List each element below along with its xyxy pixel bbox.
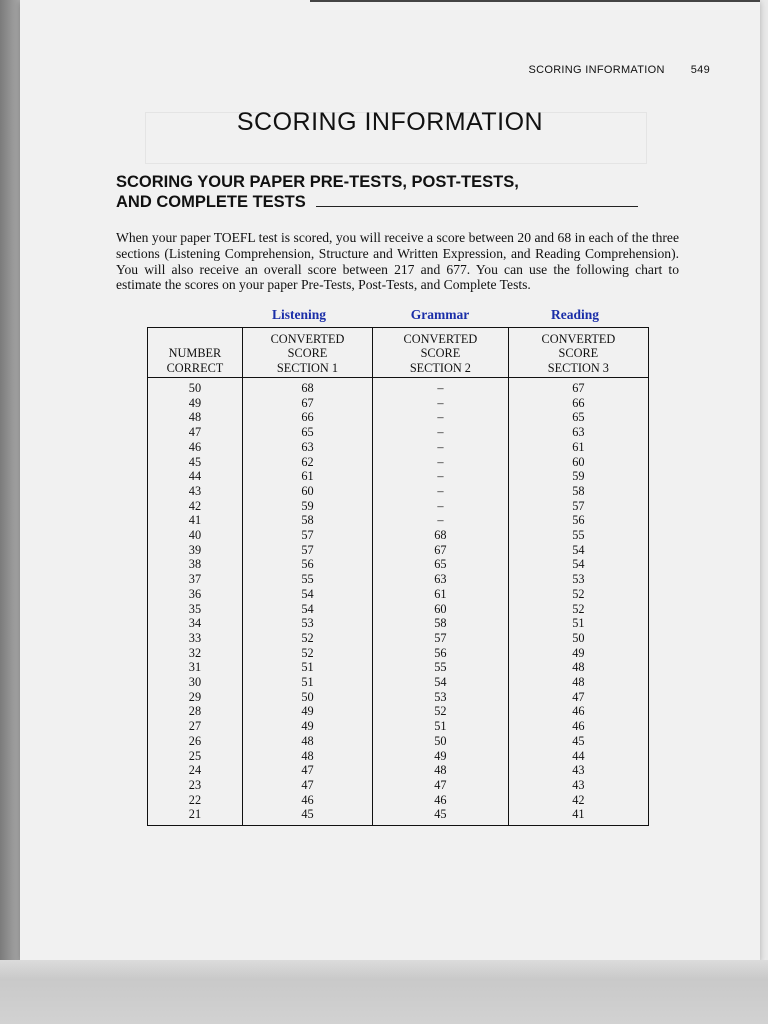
cell-section-3: 52: [508, 602, 648, 617]
top-edge-line: [310, 0, 760, 2]
table-row: [148, 778, 649, 793]
table-row: [148, 704, 649, 719]
annotation-grammar: Grammar: [410, 307, 470, 322]
table-row: [148, 602, 649, 617]
table-row: [148, 455, 649, 470]
table-row: [148, 543, 649, 558]
table-row: [148, 793, 649, 808]
cell-section-2: 63: [373, 572, 509, 587]
cell-number-correct: 49: [148, 396, 243, 411]
subheading-line2: AND COMPLETE TESTS: [116, 193, 306, 211]
table-row: [148, 499, 649, 514]
cell-section-3: 50: [508, 631, 648, 646]
cell-number-correct: 35: [148, 602, 243, 617]
cell-section-1: 51: [242, 660, 372, 675]
cell-number-correct: 37: [148, 572, 243, 587]
cell-section-1: 57: [242, 528, 372, 543]
table-row: [148, 675, 649, 690]
cell-number-correct: 33: [148, 631, 243, 646]
cell-section-3: 55: [508, 528, 648, 543]
cell-section-1: 62: [242, 455, 372, 470]
cell-section-1: 65: [242, 425, 372, 440]
header-number-correct: NUMBER CORRECT: [148, 328, 243, 378]
cell-section-1: 68: [242, 378, 372, 396]
annotation-listening: Listening: [271, 307, 326, 322]
cell-section-1: 47: [242, 778, 372, 793]
cell-section-2: –: [373, 410, 509, 425]
cell-section-3: 48: [508, 660, 648, 675]
cell-number-correct: 34: [148, 616, 243, 631]
cell-section-1: 53: [242, 616, 372, 631]
cell-section-3: 65: [508, 410, 648, 425]
cell-section-2: 51: [373, 719, 509, 734]
table-row: [148, 660, 649, 675]
cell-number-correct: 48: [148, 410, 243, 425]
cell-section-1: 67: [242, 396, 372, 411]
table-row: [148, 513, 649, 528]
subheading-rule: [316, 205, 638, 207]
table-header-row: [148, 328, 649, 378]
cell-number-correct: 28: [148, 704, 243, 719]
cell-section-1: 50: [242, 690, 372, 705]
cell-section-1: 56: [242, 557, 372, 572]
cell-section-1: 57: [242, 543, 372, 558]
running-head: [500, 64, 710, 76]
cell-section-2: 50: [373, 734, 509, 749]
cell-section-3: 59: [508, 469, 648, 484]
cell-section-2: –: [373, 499, 509, 514]
cell-section-3: 54: [508, 557, 648, 572]
cell-number-correct: 41: [148, 513, 243, 528]
cell-section-3: 61: [508, 440, 648, 455]
cell-section-1: 48: [242, 749, 372, 764]
header-section-3: CONVERTED SCORE SECTION 3: [508, 328, 648, 378]
cell-section-3: 47: [508, 690, 648, 705]
table-row: [148, 646, 649, 661]
section-subheading: [116, 172, 681, 212]
cell-section-3: 51: [508, 616, 648, 631]
cell-section-1: 55: [242, 572, 372, 587]
cell-number-correct: 25: [148, 749, 243, 764]
cell-section-3: 41: [508, 807, 648, 825]
cell-number-correct: 45: [148, 455, 243, 470]
cell-section-3: 44: [508, 749, 648, 764]
cell-section-2: 54: [373, 675, 509, 690]
cell-number-correct: 22: [148, 793, 243, 808]
running-head-section: SCORING INFORMATION: [528, 64, 665, 76]
cell-section-2: 65: [373, 557, 509, 572]
cell-section-2: –: [373, 440, 509, 455]
cell-section-1: 66: [242, 410, 372, 425]
cell-section-1: 54: [242, 587, 372, 602]
table-row: [148, 425, 649, 440]
cell-number-correct: 44: [148, 469, 243, 484]
cell-section-2: 57: [373, 631, 509, 646]
table-row: [148, 807, 649, 825]
cell-section-1: 45: [242, 807, 372, 825]
cell-section-3: 60: [508, 455, 648, 470]
cell-section-3: 56: [508, 513, 648, 528]
cell-section-3: 53: [508, 572, 648, 587]
page-number: 549: [690, 64, 710, 76]
cell-section-2: 56: [373, 646, 509, 661]
table-row: [148, 572, 649, 587]
cell-section-2: 48: [373, 763, 509, 778]
table-row: [148, 631, 649, 646]
cell-section-1: 60: [242, 484, 372, 499]
cell-section-3: 46: [508, 704, 648, 719]
cell-section-2: –: [373, 484, 509, 499]
cell-section-3: 42: [508, 793, 648, 808]
header-section-2: CONVERTED SCORE SECTION 2: [373, 328, 509, 378]
cell-number-correct: 39: [148, 543, 243, 558]
cell-section-2: –: [373, 513, 509, 528]
cell-section-2: 61: [373, 587, 509, 602]
table-row: [148, 378, 649, 396]
cell-number-correct: 43: [148, 484, 243, 499]
cell-number-correct: 27: [148, 719, 243, 734]
subheading-line1: SCORING YOUR PAPER PRE-TESTS, POST-TESTS,: [116, 173, 519, 191]
cell-section-1: 47: [242, 763, 372, 778]
cell-section-2: –: [373, 396, 509, 411]
cell-number-correct: 26: [148, 734, 243, 749]
cell-section-2: 55: [373, 660, 509, 675]
cell-section-2: 49: [373, 749, 509, 764]
cell-section-2: 67: [373, 543, 509, 558]
cell-section-2: 58: [373, 616, 509, 631]
cell-number-correct: 46: [148, 440, 243, 455]
annotation-reading: Reading: [550, 307, 599, 322]
table-row: [148, 396, 649, 411]
cell-section-3: 45: [508, 734, 648, 749]
cell-number-correct: 29: [148, 690, 243, 705]
cell-section-1: 61: [242, 469, 372, 484]
table-row: [148, 616, 649, 631]
cell-section-3: 57: [508, 499, 648, 514]
cell-number-correct: 23: [148, 778, 243, 793]
cell-number-correct: 42: [148, 499, 243, 514]
table-row: [148, 557, 649, 572]
cell-section-2: 68: [373, 528, 509, 543]
cell-section-3: 46: [508, 719, 648, 734]
cell-section-1: 49: [242, 704, 372, 719]
cell-number-correct: 21: [148, 807, 243, 825]
cell-section-1: 49: [242, 719, 372, 734]
table-row: [148, 484, 649, 499]
cell-section-3: 66: [508, 396, 648, 411]
cell-section-3: 48: [508, 675, 648, 690]
cell-section-3: 49: [508, 646, 648, 661]
table-row: [148, 410, 649, 425]
cell-number-correct: 24: [148, 763, 243, 778]
cell-number-correct: 38: [148, 557, 243, 572]
cell-number-correct: 36: [148, 587, 243, 602]
cell-number-correct: 47: [148, 425, 243, 440]
table-row: [148, 749, 649, 764]
cell-section-1: 54: [242, 602, 372, 617]
cell-section-1: 51: [242, 675, 372, 690]
cell-section-3: 43: [508, 763, 648, 778]
table-row: [148, 528, 649, 543]
cell-section-2: 53: [373, 690, 509, 705]
cell-number-correct: 31: [148, 660, 243, 675]
intro-paragraph: When your paper TOEFL test is scored, you will receive a score between 20 and 68 in each of the three sections (Listening Comprehension, Structure and Written Expression, and Reading Comprehension). You will also receive an overall score between 217 and 677. You can use the following chart to estimate the scores on your paper Pre-Tests, Post-Tests, and Complete Tests.: [116, 230, 679, 293]
cell-section-3: 54: [508, 543, 648, 558]
cell-section-3: 52: [508, 587, 648, 602]
table-row: [148, 690, 649, 705]
cell-section-1: 46: [242, 793, 372, 808]
cell-section-1: 63: [242, 440, 372, 455]
cell-section-2: 60: [373, 602, 509, 617]
cell-section-2: –: [373, 378, 509, 396]
cell-section-1: 59: [242, 499, 372, 514]
cell-section-2: 45: [373, 807, 509, 825]
table-row: [148, 440, 649, 455]
cell-number-correct: 32: [148, 646, 243, 661]
cell-section-3: 67: [508, 378, 648, 396]
cell-number-correct: 50: [148, 378, 243, 396]
cell-section-3: 58: [508, 484, 648, 499]
cell-section-3: 63: [508, 425, 648, 440]
cell-section-3: 43: [508, 778, 648, 793]
table-body: [148, 378, 649, 826]
table-row: [148, 719, 649, 734]
cell-section-1: 52: [242, 646, 372, 661]
cell-section-1: 52: [242, 631, 372, 646]
cell-section-2: 47: [373, 778, 509, 793]
table-row: [148, 587, 649, 602]
table-row: [148, 763, 649, 778]
page-edge: [0, 960, 768, 1024]
cell-section-1: 48: [242, 734, 372, 749]
page-title: SCORING INFORMATION: [236, 108, 544, 136]
score-conversion-table: [147, 327, 649, 826]
cell-number-correct: 30: [148, 675, 243, 690]
table-row: [148, 734, 649, 749]
cell-section-2: –: [373, 455, 509, 470]
cell-section-1: 58: [242, 513, 372, 528]
cell-section-2: 52: [373, 704, 509, 719]
cell-section-2: 46: [373, 793, 509, 808]
cell-section-2: –: [373, 425, 509, 440]
table-row: [148, 469, 649, 484]
header-section-1: CONVERTED SCORE SECTION 1: [242, 328, 372, 378]
cell-number-correct: 40: [148, 528, 243, 543]
cell-section-2: –: [373, 469, 509, 484]
